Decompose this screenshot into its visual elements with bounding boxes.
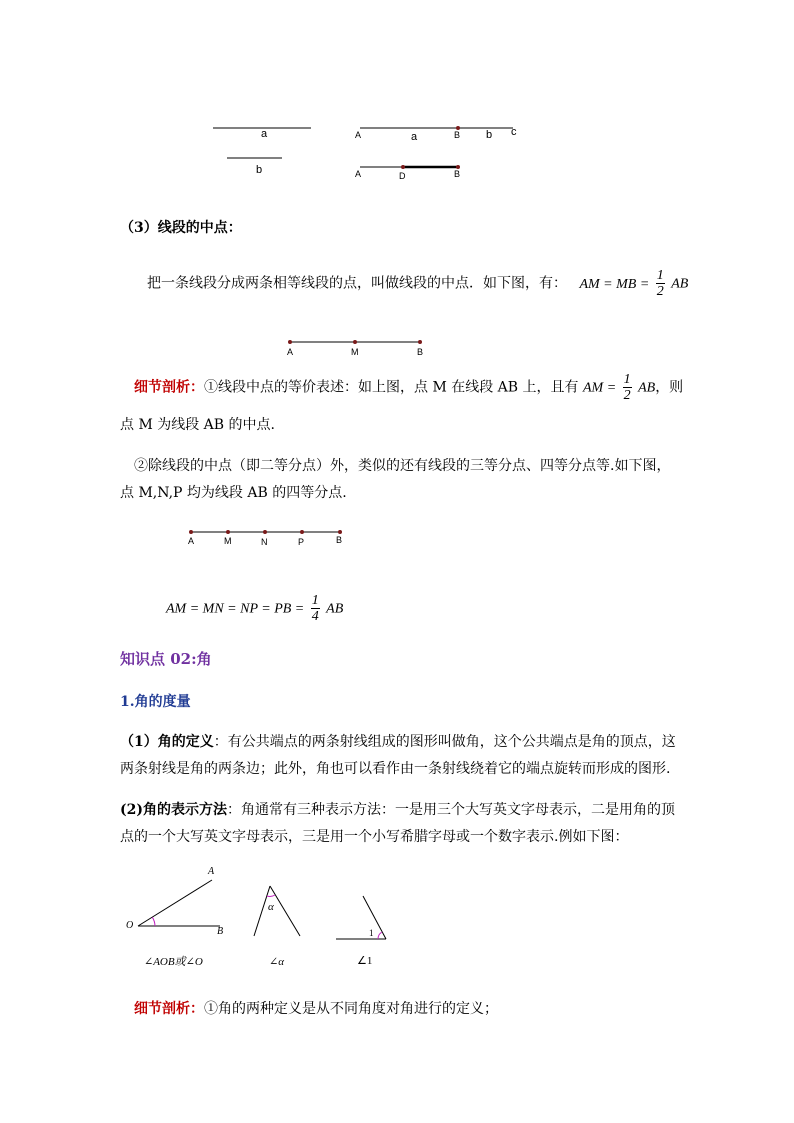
- quarter-formula-lhs: AM = MN = NP = PB =: [166, 601, 305, 617]
- angle-caption-alpha: ∠α: [269, 956, 284, 968]
- angle-definition-label: （1）角的定义: [120, 734, 214, 750]
- midpoint-formula-rhs: AB: [671, 276, 689, 292]
- fraction-denominator: 2: [623, 388, 631, 403]
- fig3-point-P: P: [298, 537, 305, 547]
- line1-point-A: A: [355, 130, 362, 140]
- midpoint-formula-lhs: AM = MB =: [579, 276, 650, 292]
- angle-definition-text: ：有公共端点的两条射线组成的图形叫做角，这个公共端点是角的顶点，这: [213, 734, 676, 750]
- angle-representation-label: (2)角的表示方法: [120, 802, 227, 818]
- fraction-denominator: 4: [311, 609, 319, 624]
- angle-caption-one: ∠1: [357, 955, 373, 967]
- detail1-line2: 点 M 为线段 AB 的中点.: [120, 417, 275, 433]
- fraction-numerator: 1: [311, 593, 319, 608]
- detail1-para2-line1: ②除线段的中点（即二等分点）外，类似的还有线段的三等分点、四等分点等.如下图，: [134, 458, 671, 474]
- angle-definition-line2: 两条射线是角的两条边；此外，角也可以看作由一条射线绕着它的端点旋转而形成的图形.: [120, 761, 671, 777]
- line1-label-b: b: [486, 129, 493, 141]
- detail1-text: ①线段中点的等价表述：如上图，点 M 在线段 AB 上，且有: [204, 379, 579, 396]
- detail1-formula-rhs: AB: [638, 380, 656, 396]
- angle-point-A: A: [208, 866, 215, 877]
- angle-point-O: O: [126, 920, 134, 931]
- fig3-point-A: A: [188, 536, 195, 546]
- angle-representation-text: ：角通常有三种表示方法：一是用三个大写英文字母表示，二是用角的顶: [227, 802, 675, 818]
- fraction-denominator: 2: [656, 284, 664, 299]
- quarter-formula-rhs: AB: [326, 601, 344, 617]
- angle-caption-aob: ∠AOB或∠O: [144, 956, 203, 968]
- fig2-point-A: A: [287, 347, 294, 357]
- knowledge-point-heading: 知识点 02:角: [120, 650, 212, 668]
- fig2-point-B: B: [417, 347, 424, 357]
- fig3-point-N: N: [261, 537, 268, 547]
- detail-label: 细节剖析：: [134, 1001, 204, 1017]
- alpha-label: α: [268, 901, 274, 913]
- angle-measure-subheading: 1.角的度量: [120, 694, 191, 710]
- detail-label: 细节剖析：: [134, 379, 204, 396]
- line1-label-a: a: [411, 131, 418, 143]
- fig3-point-B: B: [336, 535, 343, 545]
- line1-point-B: B: [454, 130, 461, 140]
- detail-analysis-2: [134, 999, 498, 1019]
- detail1-text-end: ，则: [655, 379, 684, 396]
- angle-representation-line2: 点的一个大写英文字母表示，三是用一个小写希腊字母或一个数字表示.例如下图：: [120, 829, 629, 845]
- detail2-text: ①角的两种定义是从不同角度对角进行的定义；: [204, 1001, 498, 1017]
- fraction-numerator: 1: [656, 268, 664, 283]
- line1-point-C: c: [511, 126, 517, 138]
- angle-one-label: 1: [369, 928, 374, 938]
- detail1-para2-line2: 点 M,N,P 均为线段 AB 的四等分点.: [120, 485, 347, 501]
- detail1-formula-lhs: AM =: [583, 380, 617, 396]
- line2-point-A: A: [355, 169, 362, 179]
- midpoint-definition-text: 把一条线段分成两条相等线段的点，叫做线段的中点．如下图，有：: [147, 275, 567, 292]
- angle-point-B: B: [217, 926, 224, 937]
- fraction-numerator: 1: [623, 372, 631, 387]
- line2-point-B: B: [454, 169, 461, 179]
- segment-b-label: b: [256, 164, 263, 176]
- fig3-point-M: M: [224, 536, 232, 546]
- segment-a-label: a: [261, 128, 268, 140]
- line2-point-D: D: [399, 171, 406, 181]
- section-midpoint-heading: （3）线段的中点：: [120, 220, 242, 236]
- fig2-point-M: M: [351, 347, 359, 357]
